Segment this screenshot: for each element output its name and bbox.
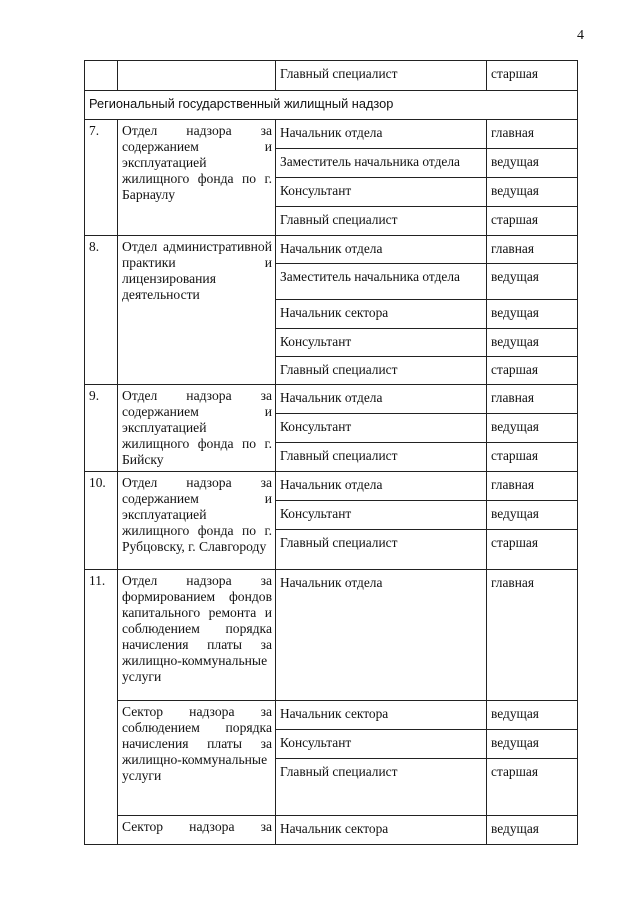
category-cell — [487, 759, 578, 816]
department-cell — [118, 236, 276, 385]
group-number: 8. — [89, 239, 100, 254]
position-cell — [276, 236, 487, 264]
category-cell — [487, 329, 578, 357]
position-text: Главный специалист — [280, 66, 398, 81]
number-cell — [85, 472, 118, 570]
category-cell — [487, 236, 578, 264]
position-cell — [276, 443, 487, 472]
number-cell — [85, 236, 118, 385]
group-number: 11. — [89, 573, 106, 588]
group-number: 10. — [89, 475, 106, 490]
table-row — [85, 472, 578, 501]
position-text: Начальник отдела — [280, 125, 383, 140]
category-cell — [487, 816, 578, 845]
department-cell — [118, 120, 276, 236]
position-cell — [276, 816, 487, 845]
department-name: Сектор надзора за соблюдением порядка начисления платы за жилищно-коммунальные услуги — [122, 704, 272, 783]
table-row — [85, 120, 578, 149]
position-text: Начальник сектора — [280, 305, 389, 320]
category-cell — [487, 414, 578, 443]
department-cell — [118, 61, 276, 91]
category-cell — [487, 730, 578, 759]
department-cell — [118, 385, 276, 472]
position-cell — [276, 178, 487, 207]
position-text: Консультант — [280, 334, 352, 349]
position-cell — [276, 701, 487, 730]
position-cell — [276, 570, 487, 701]
category-cell — [487, 264, 578, 300]
table-row — [85, 236, 578, 264]
page-number: 4 — [577, 28, 584, 43]
category-text: старшая — [491, 535, 539, 550]
position-text: Начальник сектора — [280, 821, 389, 836]
category-text: ведущая — [491, 735, 539, 750]
category-cell — [487, 570, 578, 701]
category-text: главная — [491, 575, 535, 590]
position-cell — [276, 61, 487, 91]
section-title: Региональный государственный жилищный надзор — [89, 96, 394, 111]
category-text: ведущая — [491, 269, 539, 284]
department-name: Отдел надзора за содержанием и эксплуатацией жилищного фонда по г. Барнаулу — [122, 123, 272, 202]
department-cell — [118, 701, 276, 816]
category-cell — [487, 120, 578, 149]
category-text: главная — [491, 390, 535, 405]
category-cell — [487, 178, 578, 207]
group-number: 7. — [89, 123, 100, 138]
category-text: старшая — [491, 66, 539, 81]
department-name: Отдел надзора за содержанием и эксплуатацией жилищного фонда по г. Бийску — [122, 388, 272, 467]
number-cell — [85, 385, 118, 472]
position-cell — [276, 414, 487, 443]
category-text: главная — [491, 477, 535, 492]
department-cell — [118, 816, 276, 845]
category-text: ведущая — [491, 506, 539, 521]
category-text: ведущая — [491, 821, 539, 836]
number-cell — [85, 61, 118, 91]
category-cell — [487, 701, 578, 730]
department-cell — [118, 472, 276, 570]
position-cell — [276, 472, 487, 501]
position-cell — [276, 329, 487, 357]
category-cell — [487, 357, 578, 385]
table-row — [85, 701, 578, 730]
position-text: Консультант — [280, 506, 352, 521]
position-text: Главный специалист — [280, 448, 398, 463]
position-text: Главный специалист — [280, 764, 398, 779]
category-text: старшая — [491, 764, 539, 779]
category-text: ведущая — [491, 419, 539, 434]
position-cell — [276, 207, 487, 236]
position-cell — [276, 501, 487, 530]
position-cell — [276, 300, 487, 329]
category-text: старшая — [491, 212, 539, 227]
category-cell — [487, 385, 578, 414]
category-cell — [487, 300, 578, 329]
number-cell — [85, 120, 118, 236]
category-text: ведущая — [491, 183, 539, 198]
position-text: Начальник сектора — [280, 706, 389, 721]
position-cell — [276, 357, 487, 385]
category-text: ведущая — [491, 305, 539, 320]
position-text: Главный специалист — [280, 362, 398, 377]
position-text: Консультант — [280, 419, 352, 434]
department-name: Сектор надзора за — [122, 819, 272, 834]
position-text: Заместитель начальника отдела — [280, 154, 460, 169]
category-cell — [487, 530, 578, 570]
table-row — [85, 385, 578, 414]
category-text: главная — [491, 125, 535, 140]
table-row — [85, 61, 578, 91]
position-text: Главный специалист — [280, 535, 398, 550]
position-cell — [276, 759, 487, 816]
position-cell — [276, 730, 487, 759]
department-name: Отдел административной практики и лицензирования деятельности — [122, 239, 272, 302]
department-name: Отдел надзора за содержанием и эксплуатацией жилищного фонда по г. Рубцовску, г. Славгороду — [122, 475, 272, 554]
position-cell — [276, 149, 487, 178]
category-cell — [487, 443, 578, 472]
position-cell — [276, 530, 487, 570]
group-number: 9. — [89, 388, 100, 403]
category-text: ведущая — [491, 154, 539, 169]
number-cell — [85, 570, 118, 845]
category-text: старшая — [491, 362, 539, 377]
category-cell — [487, 207, 578, 236]
category-cell — [487, 149, 578, 178]
position-text: Главный специалист — [280, 212, 398, 227]
staff-table-body — [85, 61, 578, 845]
category-text: ведущая — [491, 706, 539, 721]
category-text: старшая — [491, 448, 539, 463]
position-text: Консультант — [280, 735, 352, 750]
position-text: Начальник отдела — [280, 477, 383, 492]
position-text: Начальник отдела — [280, 390, 383, 405]
section-cell — [85, 91, 578, 120]
table-row — [85, 816, 578, 845]
table-row — [85, 570, 578, 701]
category-cell — [487, 472, 578, 501]
department-name: Отдел надзора за формированием фондов капитального ремонта и соблюдением порядка начисления платы за жилищно-коммунальные услуги — [122, 573, 272, 684]
category-cell — [487, 61, 578, 91]
position-text: Начальник отдела — [280, 241, 383, 256]
category-text: главная — [491, 241, 535, 256]
category-cell — [487, 501, 578, 530]
position-text: Консультант — [280, 183, 352, 198]
section-row — [85, 91, 578, 120]
staff-table — [84, 60, 578, 845]
department-cell — [118, 570, 276, 701]
category-text: ведущая — [491, 334, 539, 349]
position-text: Начальник отдела — [280, 575, 383, 590]
position-cell — [276, 385, 487, 414]
position-cell — [276, 120, 487, 149]
position-text: Заместитель начальника отдела — [280, 269, 460, 284]
position-cell — [276, 264, 487, 300]
